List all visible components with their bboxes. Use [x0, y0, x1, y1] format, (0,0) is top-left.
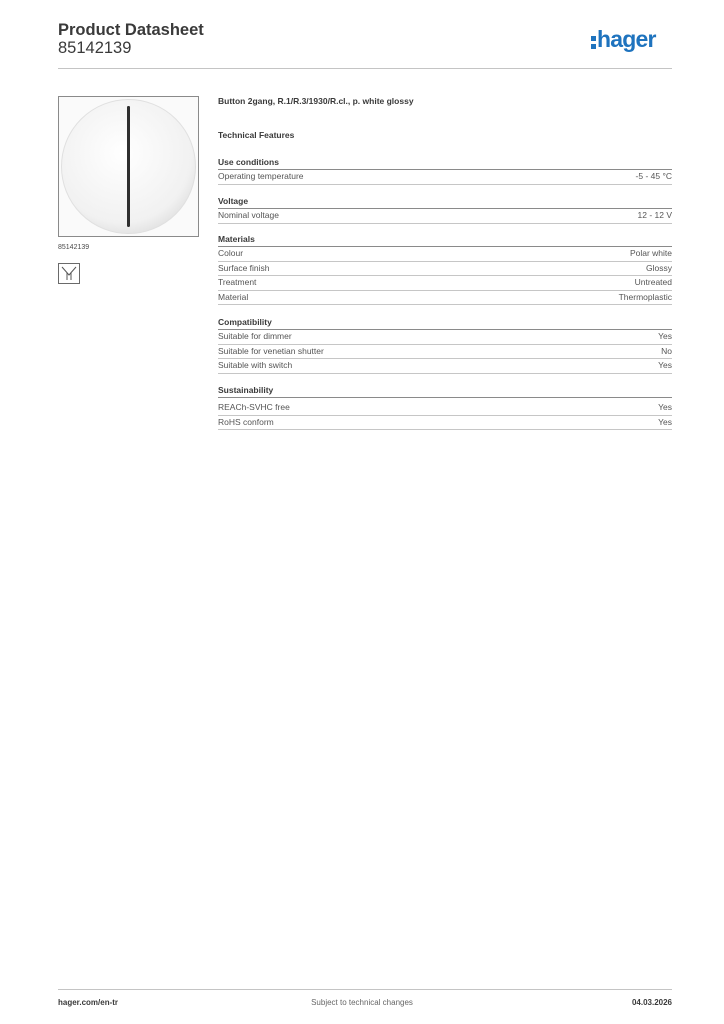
footer-notice: Subject to technical changes — [311, 998, 413, 1007]
spec-label: Suitable for dimmer — [218, 331, 292, 341]
image-caption: 85142139 — [58, 244, 90, 251]
spec-value: Yes — [658, 416, 672, 427]
spec-label: RoHS conform — [218, 416, 274, 427]
spec-label: Treatment — [218, 277, 257, 287]
section-use-conditions: Use conditions — [218, 156, 672, 170]
page-title: Product Datasheet — [58, 21, 204, 39]
spec-row — [218, 416, 672, 431]
spec-row — [218, 247, 672, 262]
product-name: Button 2gang, R.1/R.3/1930/R.cl., p. white glossy — [218, 96, 414, 106]
spec-row — [218, 291, 672, 306]
section-materials: Materials — [218, 233, 672, 247]
spec-value: No — [661, 345, 672, 356]
spec-value: 12 - 12 V — [637, 210, 672, 220]
spec-value: Yes — [658, 331, 672, 341]
spec-row — [218, 170, 672, 185]
logo-colon-icon — [591, 36, 596, 50]
spec-label: Material — [218, 291, 249, 302]
spec-row — [218, 209, 672, 224]
spec-label: REACh-SVHC free — [218, 402, 290, 412]
spec-label: Surface finish — [218, 262, 270, 273]
section-voltage: Voltage — [218, 195, 672, 209]
spec-label: Suitable for venetian shutter — [218, 345, 324, 356]
spec-label: Suitable with switch — [218, 360, 293, 370]
spec-value: Polar white — [629, 248, 672, 258]
product-code: 85142139 — [58, 39, 132, 57]
spec-row — [218, 359, 672, 374]
spec-row — [218, 276, 672, 291]
spec-value: -5 - 45 °C — [635, 171, 672, 181]
spec-value: Glossy — [646, 262, 672, 273]
spec-row — [218, 262, 672, 277]
spec-value: Untreated — [634, 277, 672, 287]
spec-value: Thermoplastic — [618, 291, 672, 302]
header-divider — [58, 68, 672, 69]
spec-label: Colour — [218, 248, 244, 258]
spec-value: Yes — [658, 360, 672, 370]
footer-website-link[interactable]: hager.com/en-tr — [58, 998, 119, 1007]
push-button-2gang-icon — [59, 97, 198, 236]
spec-row — [218, 345, 672, 360]
spec-label: Nominal voltage — [218, 210, 279, 220]
product-image — [58, 96, 199, 237]
spec-row — [218, 330, 672, 345]
footer-date: 04.03.2026 — [631, 998, 672, 1007]
technical-features-heading: Technical Features — [218, 130, 295, 140]
spec-label: Operating temperature — [218, 171, 304, 181]
section-compatibility: Compatibility — [218, 316, 672, 330]
spec-row — [218, 401, 672, 416]
hager-logo — [591, 26, 675, 57]
switch-symbol-icon — [58, 263, 80, 284]
section-sustainability: Sustainability — [218, 384, 672, 398]
spec-value: Yes — [658, 402, 672, 412]
footer-divider — [58, 989, 672, 990]
logo-text: hager — [597, 26, 656, 52]
